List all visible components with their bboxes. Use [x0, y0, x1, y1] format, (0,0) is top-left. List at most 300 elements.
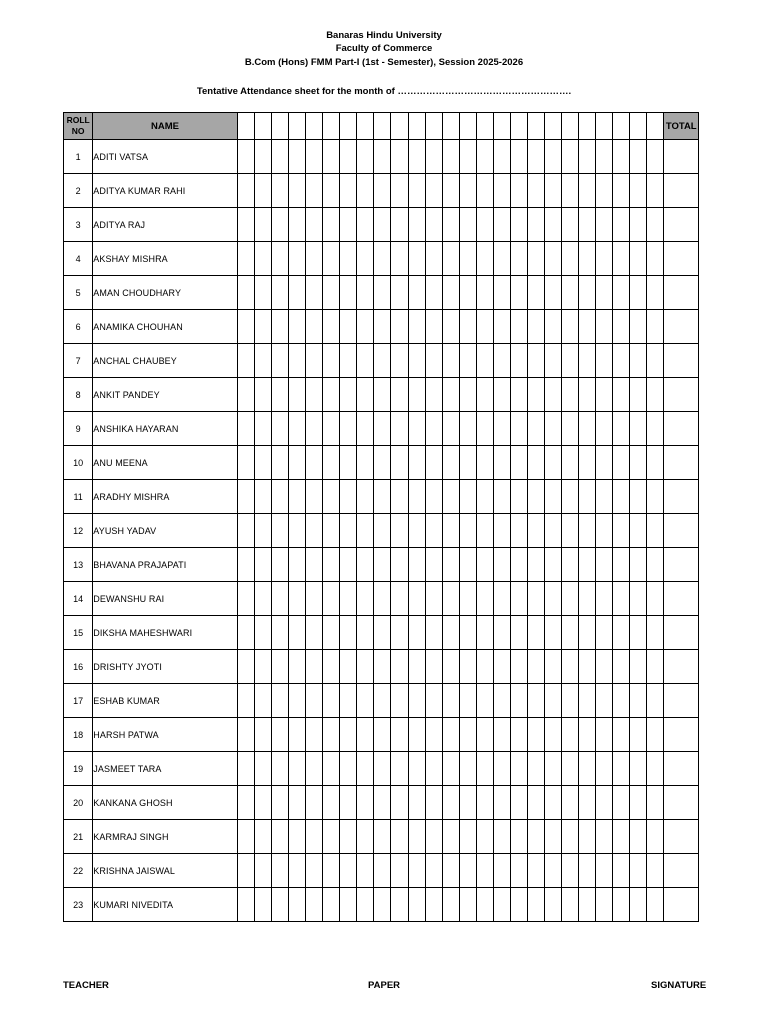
- attendance-cell[interactable]: [272, 344, 289, 378]
- attendance-cell[interactable]: [613, 480, 630, 514]
- attendance-cell[interactable]: [545, 446, 562, 480]
- attendance-cell[interactable]: [391, 650, 408, 684]
- attendance-cell[interactable]: [545, 344, 562, 378]
- attendance-cell[interactable]: [562, 344, 579, 378]
- attendance-cell[interactable]: [306, 276, 323, 310]
- attendance-cell[interactable]: [459, 582, 476, 616]
- attendance-cell[interactable]: [630, 412, 647, 446]
- attendance-cell[interactable]: [527, 344, 544, 378]
- attendance-cell[interactable]: [272, 650, 289, 684]
- attendance-cell[interactable]: [254, 888, 271, 922]
- total-cell[interactable]: [664, 718, 699, 752]
- attendance-cell[interactable]: [647, 888, 664, 922]
- attendance-cell[interactable]: [527, 684, 544, 718]
- attendance-cell[interactable]: [323, 140, 340, 174]
- attendance-cell[interactable]: [527, 276, 544, 310]
- attendance-cell[interactable]: [459, 820, 476, 854]
- attendance-cell[interactable]: [459, 854, 476, 888]
- attendance-cell[interactable]: [613, 888, 630, 922]
- attendance-cell[interactable]: [630, 276, 647, 310]
- attendance-cell[interactable]: [579, 378, 596, 412]
- attendance-cell[interactable]: [374, 378, 391, 412]
- attendance-cell[interactable]: [562, 514, 579, 548]
- attendance-cell[interactable]: [510, 650, 527, 684]
- attendance-cell[interactable]: [323, 752, 340, 786]
- attendance-cell[interactable]: [596, 854, 613, 888]
- attendance-cell[interactable]: [476, 888, 493, 922]
- attendance-cell[interactable]: [357, 888, 374, 922]
- attendance-cell[interactable]: [579, 480, 596, 514]
- total-cell[interactable]: [664, 786, 699, 820]
- attendance-cell[interactable]: [545, 548, 562, 582]
- attendance-cell[interactable]: [647, 820, 664, 854]
- attendance-cell[interactable]: [323, 820, 340, 854]
- attendance-cell[interactable]: [476, 378, 493, 412]
- attendance-cell[interactable]: [374, 412, 391, 446]
- attendance-cell[interactable]: [272, 684, 289, 718]
- attendance-cell[interactable]: [647, 582, 664, 616]
- attendance-cell[interactable]: [562, 242, 579, 276]
- attendance-cell[interactable]: [579, 548, 596, 582]
- attendance-cell[interactable]: [289, 140, 306, 174]
- attendance-cell[interactable]: [493, 718, 510, 752]
- total-cell[interactable]: [664, 616, 699, 650]
- attendance-cell[interactable]: [272, 888, 289, 922]
- attendance-cell[interactable]: [442, 616, 459, 650]
- total-cell[interactable]: [664, 378, 699, 412]
- attendance-cell[interactable]: [357, 242, 374, 276]
- attendance-cell[interactable]: [476, 650, 493, 684]
- attendance-cell[interactable]: [442, 820, 459, 854]
- attendance-cell[interactable]: [357, 446, 374, 480]
- attendance-cell[interactable]: [391, 378, 408, 412]
- attendance-cell[interactable]: [306, 548, 323, 582]
- attendance-cell[interactable]: [254, 174, 271, 208]
- attendance-cell[interactable]: [442, 854, 459, 888]
- attendance-cell[interactable]: [254, 582, 271, 616]
- attendance-cell[interactable]: [254, 786, 271, 820]
- attendance-cell[interactable]: [408, 820, 425, 854]
- attendance-cell[interactable]: [425, 582, 442, 616]
- attendance-cell[interactable]: [459, 718, 476, 752]
- attendance-cell[interactable]: [510, 140, 527, 174]
- attendance-cell[interactable]: [408, 480, 425, 514]
- attendance-cell[interactable]: [545, 310, 562, 344]
- attendance-cell[interactable]: [289, 854, 306, 888]
- attendance-cell[interactable]: [289, 786, 306, 820]
- attendance-cell[interactable]: [510, 616, 527, 650]
- attendance-cell[interactable]: [374, 718, 391, 752]
- attendance-cell[interactable]: [306, 310, 323, 344]
- attendance-cell[interactable]: [323, 480, 340, 514]
- attendance-cell[interactable]: [442, 276, 459, 310]
- attendance-cell[interactable]: [391, 344, 408, 378]
- attendance-cell[interactable]: [254, 480, 271, 514]
- attendance-cell[interactable]: [289, 208, 306, 242]
- attendance-cell[interactable]: [596, 718, 613, 752]
- attendance-cell[interactable]: [340, 208, 357, 242]
- attendance-cell[interactable]: [272, 854, 289, 888]
- attendance-cell[interactable]: [476, 616, 493, 650]
- attendance-cell[interactable]: [272, 378, 289, 412]
- attendance-cell[interactable]: [579, 786, 596, 820]
- attendance-cell[interactable]: [357, 140, 374, 174]
- attendance-cell[interactable]: [408, 378, 425, 412]
- attendance-cell[interactable]: [391, 480, 408, 514]
- attendance-cell[interactable]: [408, 854, 425, 888]
- attendance-cell[interactable]: [647, 616, 664, 650]
- attendance-cell[interactable]: [647, 684, 664, 718]
- attendance-cell[interactable]: [562, 582, 579, 616]
- attendance-cell[interactable]: [289, 446, 306, 480]
- attendance-cell[interactable]: [613, 446, 630, 480]
- attendance-cell[interactable]: [476, 208, 493, 242]
- attendance-cell[interactable]: [254, 684, 271, 718]
- attendance-cell[interactable]: [254, 276, 271, 310]
- attendance-cell[interactable]: [425, 616, 442, 650]
- attendance-cell[interactable]: [562, 786, 579, 820]
- attendance-cell[interactable]: [613, 684, 630, 718]
- attendance-cell[interactable]: [237, 548, 254, 582]
- attendance-cell[interactable]: [306, 412, 323, 446]
- attendance-cell[interactable]: [306, 480, 323, 514]
- attendance-cell[interactable]: [374, 208, 391, 242]
- attendance-cell[interactable]: [476, 412, 493, 446]
- attendance-cell[interactable]: [374, 888, 391, 922]
- attendance-cell[interactable]: [459, 378, 476, 412]
- attendance-cell[interactable]: [596, 888, 613, 922]
- attendance-cell[interactable]: [493, 310, 510, 344]
- attendance-cell[interactable]: [630, 174, 647, 208]
- attendance-cell[interactable]: [306, 820, 323, 854]
- attendance-cell[interactable]: [596, 412, 613, 446]
- attendance-cell[interactable]: [527, 820, 544, 854]
- attendance-cell[interactable]: [493, 888, 510, 922]
- attendance-cell[interactable]: [442, 208, 459, 242]
- attendance-cell[interactable]: [579, 752, 596, 786]
- attendance-cell[interactable]: [562, 174, 579, 208]
- attendance-cell[interactable]: [272, 514, 289, 548]
- attendance-cell[interactable]: [289, 378, 306, 412]
- attendance-cell[interactable]: [254, 616, 271, 650]
- attendance-cell[interactable]: [374, 174, 391, 208]
- attendance-cell[interactable]: [374, 446, 391, 480]
- attendance-cell[interactable]: [596, 616, 613, 650]
- attendance-cell[interactable]: [527, 208, 544, 242]
- attendance-cell[interactable]: [510, 752, 527, 786]
- attendance-cell[interactable]: [579, 650, 596, 684]
- attendance-cell[interactable]: [596, 310, 613, 344]
- total-cell[interactable]: [664, 344, 699, 378]
- attendance-cell[interactable]: [596, 650, 613, 684]
- attendance-cell[interactable]: [510, 718, 527, 752]
- attendance-cell[interactable]: [254, 446, 271, 480]
- attendance-cell[interactable]: [596, 446, 613, 480]
- attendance-cell[interactable]: [340, 888, 357, 922]
- attendance-cell[interactable]: [459, 310, 476, 344]
- attendance-cell[interactable]: [562, 446, 579, 480]
- attendance-cell[interactable]: [545, 140, 562, 174]
- attendance-cell[interactable]: [425, 786, 442, 820]
- attendance-cell[interactable]: [476, 480, 493, 514]
- attendance-cell[interactable]: [476, 344, 493, 378]
- attendance-cell[interactable]: [289, 888, 306, 922]
- attendance-cell[interactable]: [237, 412, 254, 446]
- attendance-cell[interactable]: [408, 582, 425, 616]
- attendance-cell[interactable]: [442, 242, 459, 276]
- attendance-cell[interactable]: [545, 718, 562, 752]
- attendance-cell[interactable]: [306, 378, 323, 412]
- attendance-cell[interactable]: [289, 684, 306, 718]
- attendance-cell[interactable]: [562, 378, 579, 412]
- attendance-cell[interactable]: [562, 480, 579, 514]
- attendance-cell[interactable]: [493, 344, 510, 378]
- attendance-cell[interactable]: [408, 548, 425, 582]
- attendance-cell[interactable]: [630, 854, 647, 888]
- attendance-cell[interactable]: [306, 752, 323, 786]
- attendance-cell[interactable]: [254, 718, 271, 752]
- attendance-cell[interactable]: [510, 820, 527, 854]
- attendance-cell[interactable]: [306, 208, 323, 242]
- attendance-cell[interactable]: [237, 718, 254, 752]
- attendance-cell[interactable]: [442, 174, 459, 208]
- attendance-cell[interactable]: [493, 140, 510, 174]
- attendance-cell[interactable]: [374, 140, 391, 174]
- attendance-cell[interactable]: [476, 786, 493, 820]
- attendance-cell[interactable]: [425, 242, 442, 276]
- attendance-cell[interactable]: [374, 344, 391, 378]
- attendance-cell[interactable]: [613, 582, 630, 616]
- attendance-cell[interactable]: [272, 208, 289, 242]
- attendance-cell[interactable]: [340, 786, 357, 820]
- attendance-cell[interactable]: [476, 514, 493, 548]
- attendance-cell[interactable]: [340, 582, 357, 616]
- attendance-cell[interactable]: [510, 514, 527, 548]
- attendance-cell[interactable]: [442, 310, 459, 344]
- attendance-cell[interactable]: [647, 480, 664, 514]
- attendance-cell[interactable]: [630, 650, 647, 684]
- attendance-cell[interactable]: [613, 412, 630, 446]
- attendance-cell[interactable]: [647, 140, 664, 174]
- attendance-cell[interactable]: [357, 820, 374, 854]
- attendance-cell[interactable]: [340, 820, 357, 854]
- attendance-cell[interactable]: [562, 752, 579, 786]
- attendance-cell[interactable]: [323, 310, 340, 344]
- attendance-cell[interactable]: [306, 854, 323, 888]
- attendance-cell[interactable]: [545, 582, 562, 616]
- attendance-cell[interactable]: [306, 718, 323, 752]
- attendance-cell[interactable]: [459, 650, 476, 684]
- attendance-cell[interactable]: [562, 650, 579, 684]
- attendance-cell[interactable]: [408, 752, 425, 786]
- attendance-cell[interactable]: [408, 208, 425, 242]
- attendance-cell[interactable]: [596, 786, 613, 820]
- attendance-cell[interactable]: [340, 752, 357, 786]
- attendance-cell[interactable]: [323, 412, 340, 446]
- attendance-cell[interactable]: [647, 786, 664, 820]
- attendance-cell[interactable]: [510, 888, 527, 922]
- attendance-cell[interactable]: [647, 208, 664, 242]
- attendance-cell[interactable]: [254, 854, 271, 888]
- attendance-cell[interactable]: [374, 548, 391, 582]
- attendance-cell[interactable]: [391, 310, 408, 344]
- attendance-cell[interactable]: [323, 446, 340, 480]
- attendance-cell[interactable]: [493, 242, 510, 276]
- attendance-cell[interactable]: [613, 242, 630, 276]
- attendance-cell[interactable]: [579, 412, 596, 446]
- attendance-cell[interactable]: [613, 344, 630, 378]
- attendance-cell[interactable]: [306, 344, 323, 378]
- attendance-cell[interactable]: [647, 854, 664, 888]
- attendance-cell[interactable]: [493, 752, 510, 786]
- attendance-cell[interactable]: [357, 378, 374, 412]
- attendance-cell[interactable]: [630, 378, 647, 412]
- attendance-cell[interactable]: [254, 310, 271, 344]
- attendance-cell[interactable]: [630, 548, 647, 582]
- attendance-cell[interactable]: [340, 718, 357, 752]
- attendance-cell[interactable]: [323, 276, 340, 310]
- attendance-cell[interactable]: [323, 514, 340, 548]
- attendance-cell[interactable]: [272, 616, 289, 650]
- attendance-cell[interactable]: [442, 650, 459, 684]
- attendance-cell[interactable]: [562, 854, 579, 888]
- attendance-cell[interactable]: [562, 140, 579, 174]
- total-cell[interactable]: [664, 888, 699, 922]
- attendance-cell[interactable]: [579, 208, 596, 242]
- attendance-cell[interactable]: [272, 718, 289, 752]
- attendance-cell[interactable]: [357, 718, 374, 752]
- attendance-cell[interactable]: [272, 752, 289, 786]
- attendance-cell[interactable]: [545, 514, 562, 548]
- attendance-cell[interactable]: [340, 174, 357, 208]
- attendance-cell[interactable]: [459, 242, 476, 276]
- attendance-cell[interactable]: [272, 582, 289, 616]
- attendance-cell[interactable]: [493, 684, 510, 718]
- attendance-cell[interactable]: [493, 820, 510, 854]
- attendance-cell[interactable]: [425, 208, 442, 242]
- attendance-cell[interactable]: [596, 582, 613, 616]
- attendance-cell[interactable]: [323, 208, 340, 242]
- attendance-cell[interactable]: [579, 514, 596, 548]
- attendance-cell[interactable]: [527, 446, 544, 480]
- attendance-cell[interactable]: [510, 582, 527, 616]
- attendance-cell[interactable]: [340, 548, 357, 582]
- attendance-cell[interactable]: [630, 480, 647, 514]
- attendance-cell[interactable]: [562, 548, 579, 582]
- attendance-cell[interactable]: [459, 446, 476, 480]
- attendance-cell[interactable]: [391, 616, 408, 650]
- attendance-cell[interactable]: [647, 446, 664, 480]
- attendance-cell[interactable]: [391, 718, 408, 752]
- attendance-cell[interactable]: [289, 820, 306, 854]
- attendance-cell[interactable]: [510, 548, 527, 582]
- attendance-cell[interactable]: [408, 412, 425, 446]
- attendance-cell[interactable]: [391, 548, 408, 582]
- attendance-cell[interactable]: [289, 412, 306, 446]
- attendance-cell[interactable]: [425, 140, 442, 174]
- attendance-cell[interactable]: [459, 514, 476, 548]
- attendance-cell[interactable]: [647, 752, 664, 786]
- attendance-cell[interactable]: [391, 208, 408, 242]
- attendance-cell[interactable]: [545, 650, 562, 684]
- attendance-cell[interactable]: [237, 276, 254, 310]
- attendance-cell[interactable]: [408, 174, 425, 208]
- attendance-cell[interactable]: [630, 684, 647, 718]
- attendance-cell[interactable]: [510, 174, 527, 208]
- attendance-cell[interactable]: [408, 514, 425, 548]
- attendance-cell[interactable]: [391, 854, 408, 888]
- attendance-cell[interactable]: [391, 684, 408, 718]
- attendance-cell[interactable]: [357, 276, 374, 310]
- attendance-cell[interactable]: [459, 412, 476, 446]
- attendance-cell[interactable]: [391, 412, 408, 446]
- attendance-cell[interactable]: [408, 786, 425, 820]
- attendance-cell[interactable]: [357, 752, 374, 786]
- total-cell[interactable]: [664, 752, 699, 786]
- attendance-cell[interactable]: [254, 820, 271, 854]
- attendance-cell[interactable]: [408, 242, 425, 276]
- attendance-cell[interactable]: [306, 446, 323, 480]
- attendance-cell[interactable]: [562, 888, 579, 922]
- attendance-cell[interactable]: [425, 854, 442, 888]
- attendance-cell[interactable]: [254, 378, 271, 412]
- attendance-cell[interactable]: [459, 684, 476, 718]
- attendance-cell[interactable]: [357, 514, 374, 548]
- total-cell[interactable]: [664, 140, 699, 174]
- attendance-cell[interactable]: [425, 888, 442, 922]
- attendance-cell[interactable]: [408, 344, 425, 378]
- attendance-cell[interactable]: [459, 786, 476, 820]
- attendance-cell[interactable]: [527, 174, 544, 208]
- attendance-cell[interactable]: [510, 310, 527, 344]
- attendance-cell[interactable]: [237, 752, 254, 786]
- attendance-cell[interactable]: [579, 820, 596, 854]
- attendance-cell[interactable]: [357, 650, 374, 684]
- attendance-cell[interactable]: [237, 684, 254, 718]
- attendance-cell[interactable]: [613, 310, 630, 344]
- attendance-cell[interactable]: [289, 514, 306, 548]
- attendance-cell[interactable]: [545, 412, 562, 446]
- attendance-cell[interactable]: [493, 378, 510, 412]
- attendance-cell[interactable]: [408, 888, 425, 922]
- attendance-cell[interactable]: [357, 854, 374, 888]
- attendance-cell[interactable]: [545, 854, 562, 888]
- attendance-cell[interactable]: [357, 310, 374, 344]
- attendance-cell[interactable]: [510, 854, 527, 888]
- attendance-cell[interactable]: [630, 514, 647, 548]
- attendance-cell[interactable]: [237, 344, 254, 378]
- attendance-cell[interactable]: [493, 548, 510, 582]
- attendance-cell[interactable]: [442, 548, 459, 582]
- attendance-cell[interactable]: [391, 514, 408, 548]
- attendance-cell[interactable]: [391, 446, 408, 480]
- attendance-cell[interactable]: [425, 174, 442, 208]
- attendance-cell[interactable]: [340, 276, 357, 310]
- attendance-cell[interactable]: [510, 242, 527, 276]
- attendance-cell[interactable]: [323, 174, 340, 208]
- attendance-cell[interactable]: [306, 650, 323, 684]
- attendance-cell[interactable]: [408, 140, 425, 174]
- attendance-cell[interactable]: [613, 854, 630, 888]
- attendance-cell[interactable]: [476, 820, 493, 854]
- attendance-cell[interactable]: [630, 752, 647, 786]
- attendance-cell[interactable]: [391, 786, 408, 820]
- attendance-cell[interactable]: [493, 208, 510, 242]
- attendance-cell[interactable]: [254, 242, 271, 276]
- attendance-cell[interactable]: [442, 344, 459, 378]
- attendance-cell[interactable]: [630, 582, 647, 616]
- attendance-cell[interactable]: [613, 514, 630, 548]
